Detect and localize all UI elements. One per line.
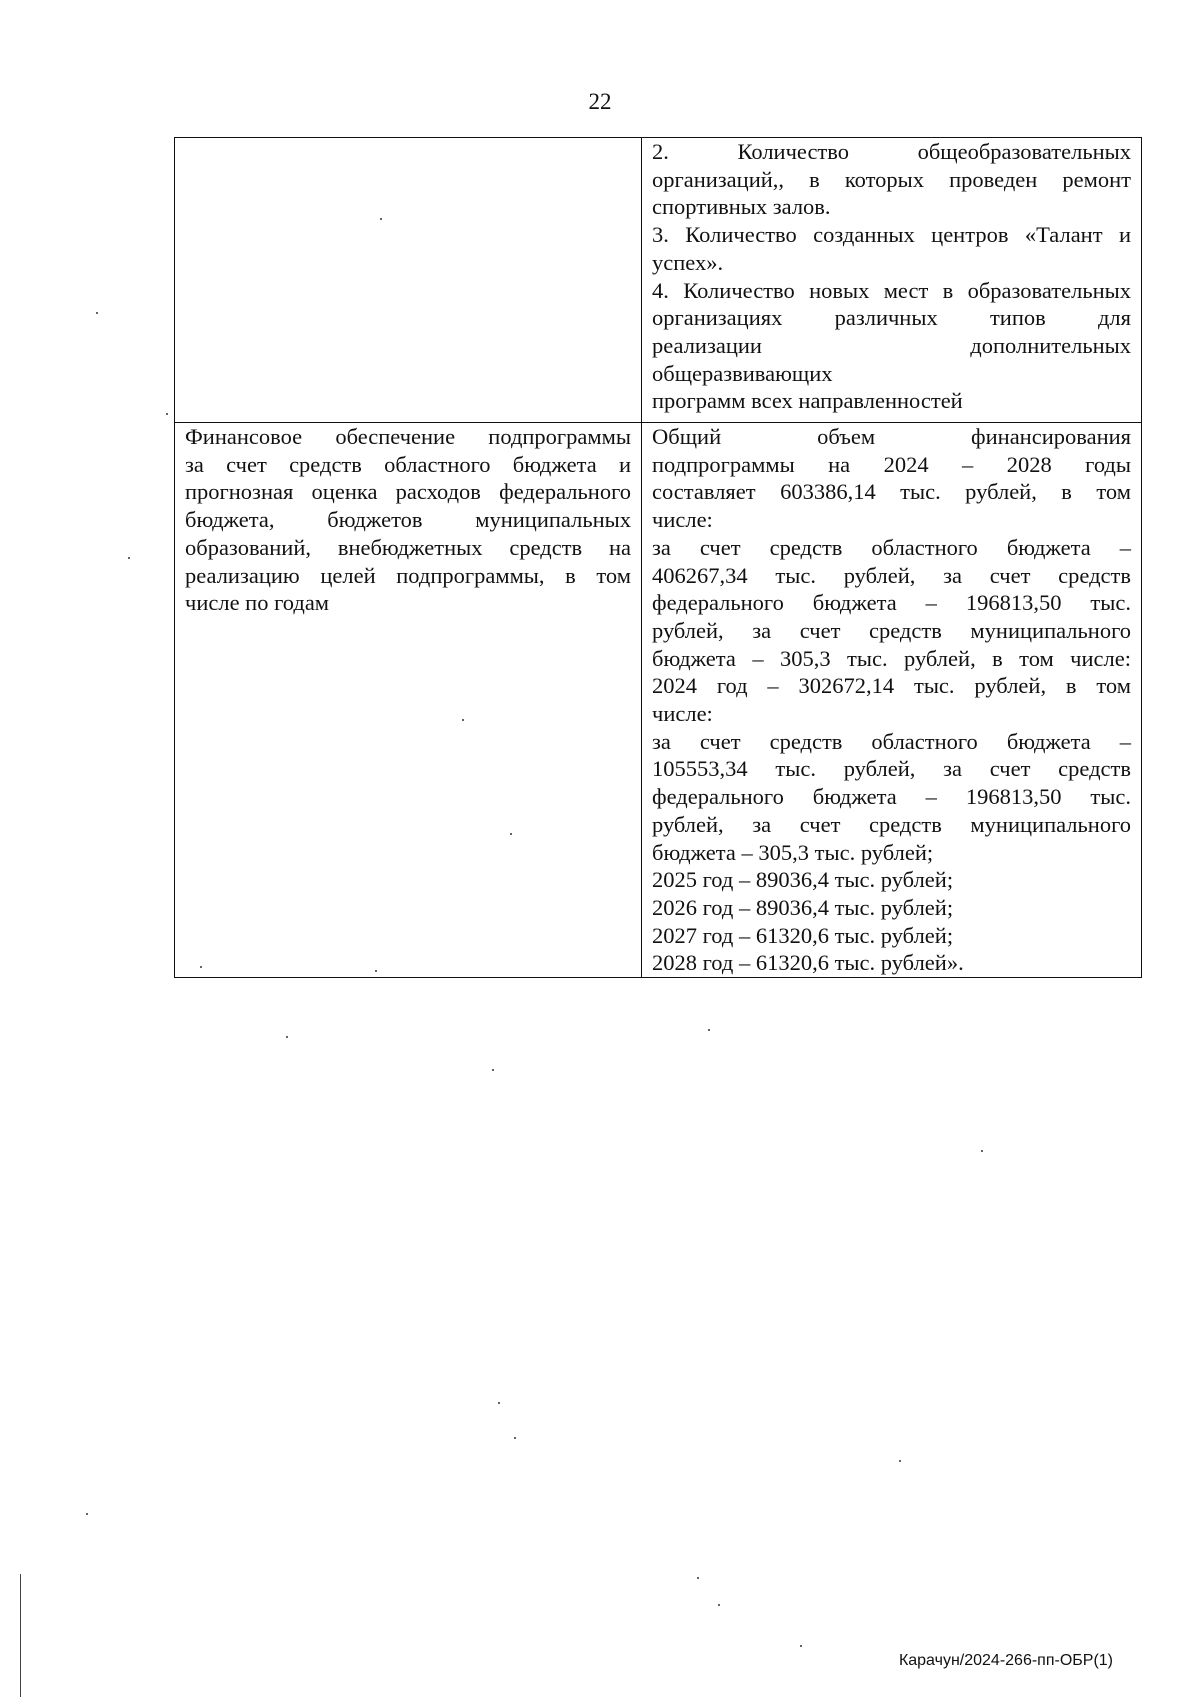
scan-speck [498, 1402, 500, 1404]
page-number: 22 [588, 89, 612, 114]
financing-amount-line: подпрограммы на 2024 – 2028 годы [652, 451, 1131, 477]
table-row-indicators [175, 138, 1142, 423]
scan-speck [514, 1437, 516, 1439]
financing-label-line: бюджета, бюджетов муниципальных [185, 507, 631, 533]
financing-label-line: прогнозная оценка расходов федерального [185, 479, 631, 505]
indicator-line: спортивных залов. [652, 194, 831, 220]
table-cell-left-empty [175, 138, 642, 423]
indicator-line: организациях различных типов для [652, 305, 1131, 331]
scan-speck [166, 413, 168, 415]
financing-amount-line: за счет средств областного бюджета – [652, 728, 1131, 754]
financing-amount-line: федерального бюджета – 196813,50 тыс. [652, 590, 1131, 616]
financing-amount-line: числе: [652, 701, 713, 727]
scan-speck [697, 1577, 699, 1579]
indicator-line: программ всех направленностей [652, 388, 963, 414]
scan-speck [86, 1513, 88, 1515]
indicator-line: реализации дополнительных [652, 332, 1131, 358]
financing-amount-line: 2026 год – 89036,4 тыс. рублей; [652, 894, 954, 920]
table-row-financing [175, 423, 1142, 978]
financing-amount-line: бюджета – 305,3 тыс. рублей, в том числе: [652, 645, 1131, 671]
financing-amount-line: 2024 год – 302672,14 тыс. рублей, в том [652, 673, 1131, 699]
scan-speck [96, 312, 98, 314]
scan-margin-rule [20, 1574, 21, 1697]
scan-speck [462, 719, 464, 721]
indicator-line: 2. Количество общеобразовательных [652, 139, 1131, 164]
scan-speck [200, 966, 202, 968]
financing-amount-line: составляет 603386,14 тыс. рублей, в том [652, 479, 1131, 505]
financing-label-line: реализацию целей подпрограммы, в том [185, 562, 631, 588]
scan-speck [128, 557, 130, 559]
financing-amount-line: федерального бюджета – 196813,50 тыс. [652, 784, 1131, 810]
table-cell-indicators [642, 138, 1142, 423]
financing-amount-line: числе: [652, 507, 713, 533]
financing-amount-line: 105553,34 тыс. рублей, за счет средств [652, 756, 1131, 782]
financing-amount-line: за счет средств областного бюджета – [652, 534, 1131, 560]
scan-speck [375, 970, 377, 972]
indicator-line: 4. Количество новых мест в образовательных [652, 277, 1131, 303]
financing-label-line: образований, внебюджетных средств на [185, 534, 631, 560]
table-cell-financing-amounts [642, 423, 1142, 978]
financing-amount-line: 406267,34 тыс. рублей, за счет средств [652, 562, 1131, 588]
scan-speck [800, 1645, 802, 1647]
financing-amount-line: рублей, за счет средств муниципального [652, 811, 1131, 837]
scan-speck [510, 833, 512, 835]
indicator-line: общеразвивающих [652, 360, 833, 386]
table-cell-financing-label [175, 423, 642, 978]
scan-speck [718, 1604, 720, 1606]
financing-amount-line: бюджета – 305,3 тыс. рублей; [652, 839, 934, 865]
scan-speck [981, 1150, 983, 1152]
scan-speck [380, 218, 382, 220]
financing-amount-line: 2028 год – 61320,6 тыс. рублей». [652, 950, 964, 976]
indicator-line: успех». [652, 249, 724, 275]
passport-table [174, 137, 1142, 978]
financing-amount-line: 2027 год – 61320,6 тыс. рублей; [652, 922, 954, 948]
financing-amount-line: рублей, за счет средств муниципального [652, 617, 1131, 643]
scan-speck [708, 1029, 710, 1031]
indicator-line: организаций,, в которых проведен ремонт [652, 166, 1131, 192]
financing-label-line: Финансовое обеспечение подпрограммы [185, 424, 631, 449]
footer-document-code: Карачун/2024-266-пп-ОБР(1) [898, 1652, 1113, 1669]
indicator-line: 3. Количество созданных центров «Талант и [652, 222, 1131, 248]
financing-amount-line: 2025 год – 89036,4 тыс. рублей; [652, 867, 954, 893]
scan-speck [286, 1036, 288, 1038]
financing-amount-line: Общий объем финансирования [652, 424, 1131, 449]
scan-speck [492, 1069, 494, 1071]
scan-speck [899, 1460, 901, 1462]
financing-label-line: за счет средств областного бюджета и [185, 451, 631, 477]
financing-label-line: числе по годам [185, 590, 330, 616]
